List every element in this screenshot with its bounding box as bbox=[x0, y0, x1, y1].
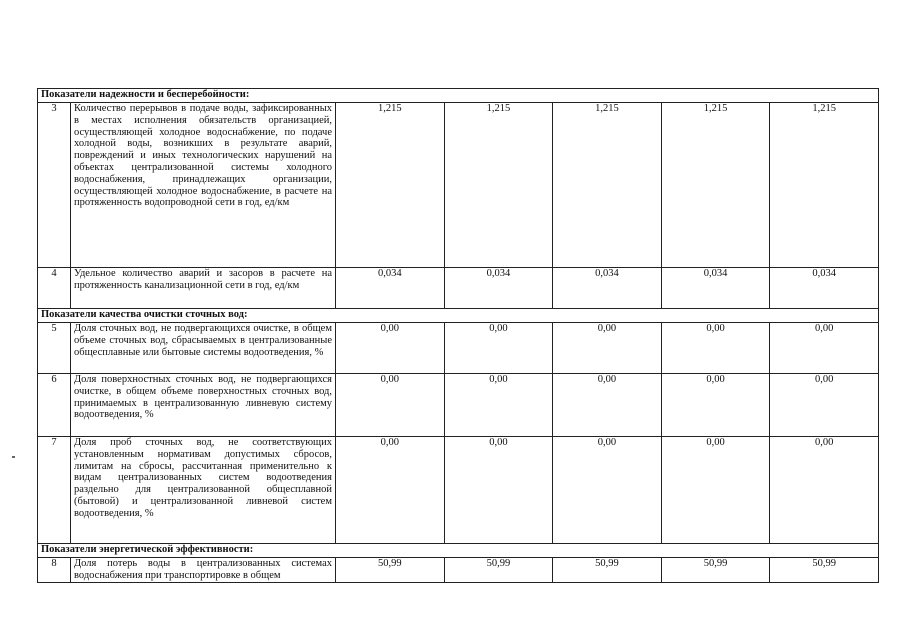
section-header-wastewater-quality bbox=[38, 309, 879, 323]
value-cell: 0,00 bbox=[553, 437, 662, 544]
table-row bbox=[38, 268, 879, 309]
indicators-table bbox=[37, 88, 879, 583]
row-description: Доля сточных вод, не подвергающихся очистке, в общем объеме сточных вод, сбрасываемых в централизованные общесплавные или бытовые системы водоотведения, % bbox=[71, 323, 336, 374]
value-cell: 0,034 bbox=[661, 268, 770, 309]
section-header-energy-efficiency bbox=[38, 544, 879, 558]
row-number: 3 bbox=[38, 103, 71, 268]
value-cell: 0,00 bbox=[444, 323, 553, 374]
value-cell: 0,00 bbox=[770, 374, 879, 437]
value-cell: 1,215 bbox=[444, 103, 553, 268]
row-number: 4 bbox=[38, 268, 71, 309]
row-description: Удельное количество аварий и засоров в расчете на протяженность канализационной сети в год, ед/км bbox=[71, 268, 336, 309]
table-row bbox=[38, 374, 879, 437]
section-title: Показатели надежности и бесперебойности: bbox=[38, 89, 879, 103]
value-cell: 50,99 bbox=[661, 558, 770, 583]
value-cell: 1,215 bbox=[770, 103, 879, 268]
row-description: Доля потерь воды в централизованных системах водоснабжения при транспортировке в общем bbox=[71, 558, 336, 583]
row-number: 8 bbox=[38, 558, 71, 583]
row-number: 7 bbox=[38, 437, 71, 544]
table-row bbox=[38, 323, 879, 374]
value-cell: 0,00 bbox=[336, 323, 445, 374]
value-cell: 0,00 bbox=[444, 437, 553, 544]
row-description: Доля поверхностных сточных вод, не подвергающихся очистке, в общем объеме поверхностных сточных вод, принимаемых в централизованную ливневую систему водоотведения, % bbox=[71, 374, 336, 437]
value-cell: 0,034 bbox=[336, 268, 445, 309]
value-cell: 1,215 bbox=[553, 103, 662, 268]
section-title: Показатели качества очистки сточных вод: bbox=[38, 309, 879, 323]
value-cell: 50,99 bbox=[553, 558, 662, 583]
scan-speck bbox=[12, 456, 15, 458]
value-cell: 0,034 bbox=[770, 268, 879, 309]
value-cell: 0,00 bbox=[336, 374, 445, 437]
value-cell: 0,034 bbox=[444, 268, 553, 309]
value-cell: 0,00 bbox=[661, 323, 770, 374]
value-cell: 50,99 bbox=[770, 558, 879, 583]
row-description: Количество перерывов в подаче воды, зафиксированных в местах исполнения обязательств организацией, осуществляющей холодное водоснабжение, по подаче холодной воды, возникших в результате аварий, повреждений и иных технологических нарушений на объектах централизованной системы холодного водоснабжения, принадлежащих организации, осуществляющей холодное водоснабжение, в расчете на протяженность водопроводной сети в год, ед/км bbox=[71, 103, 336, 268]
row-description: Доля проб сточных вод, не соответствующих установленным нормативам допустимых сбросов, лимитам на сбросы, рассчитанная применительно к видам централизованных систем водоотведения раздельно для централизованной общесплавной (бытовой) и централизованной ливневой систем водоотведения, % bbox=[71, 437, 336, 544]
value-cell: 1,215 bbox=[661, 103, 770, 268]
table-row bbox=[38, 103, 879, 268]
value-cell: 0,00 bbox=[444, 374, 553, 437]
value-cell: 0,00 bbox=[770, 437, 879, 544]
section-header-reliability bbox=[38, 89, 879, 103]
row-number: 6 bbox=[38, 374, 71, 437]
value-cell: 0,00 bbox=[553, 323, 662, 374]
value-cell: 50,99 bbox=[444, 558, 553, 583]
row-number: 5 bbox=[38, 323, 71, 374]
table-row bbox=[38, 558, 879, 583]
value-cell: 50,99 bbox=[336, 558, 445, 583]
value-cell: 0,00 bbox=[770, 323, 879, 374]
section-title: Показатели энергетической эффективности: bbox=[38, 544, 879, 558]
value-cell: 0,00 bbox=[336, 437, 445, 544]
value-cell: 0,034 bbox=[553, 268, 662, 309]
value-cell: 1,215 bbox=[336, 103, 445, 268]
value-cell: 0,00 bbox=[553, 374, 662, 437]
value-cell: 0,00 bbox=[661, 437, 770, 544]
value-cell: 0,00 bbox=[661, 374, 770, 437]
table-row bbox=[38, 437, 879, 544]
